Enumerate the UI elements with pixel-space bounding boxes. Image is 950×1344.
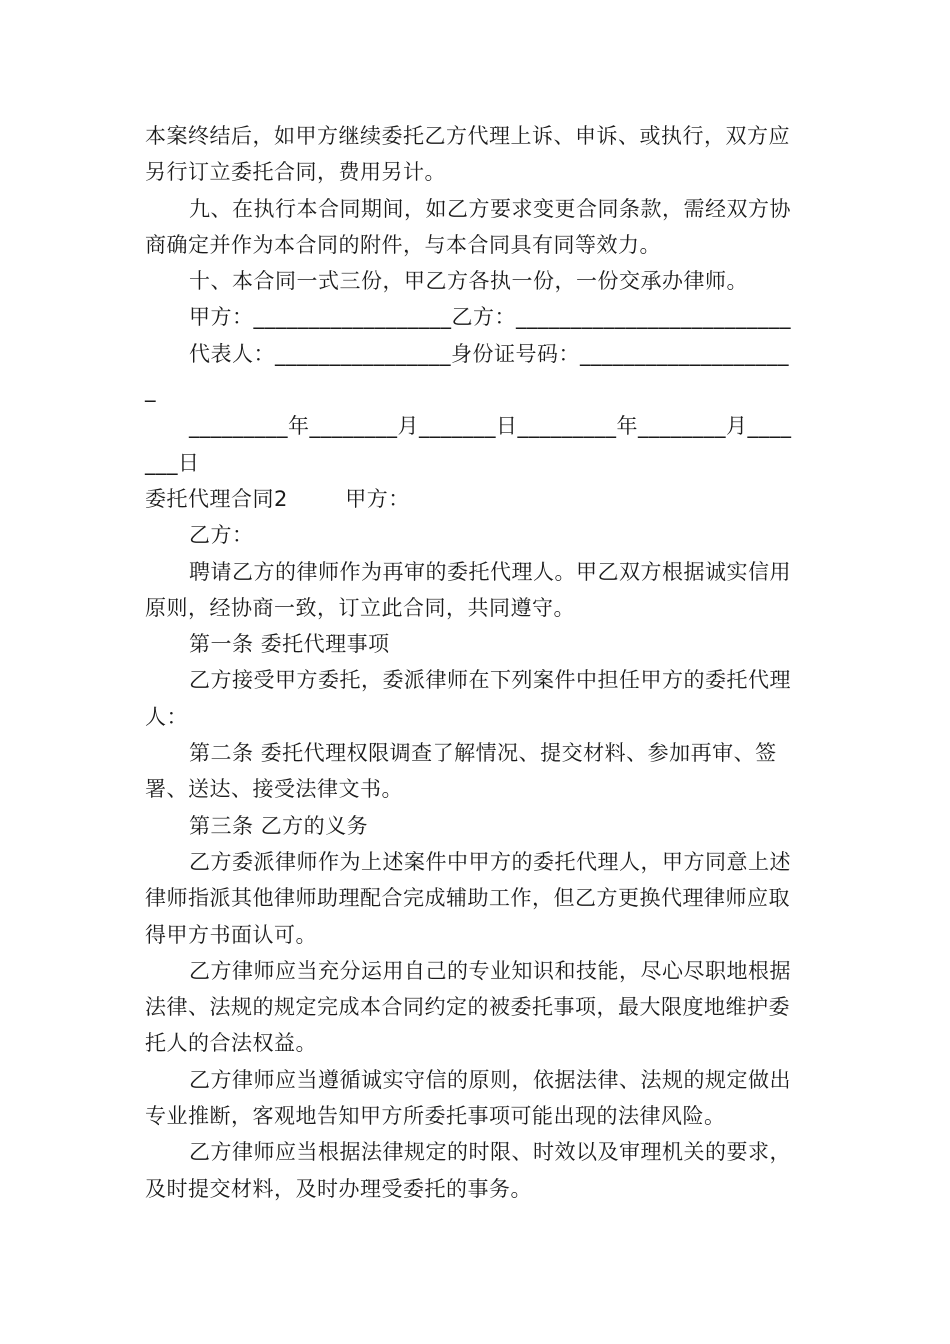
signature-date-overflow — [145, 445, 807, 481]
contract2-article-three-title: 第三条 乙方的义务 — [189, 813, 369, 838]
signature-representative-overflow — [145, 372, 807, 408]
contract2-obligation-assign: 乙方委派律师作为上述案件中甲方的委托代理人，甲方同意上述律师指派其他律师助理配合完成辅助工作，但乙方更换代理律师应取得甲方书面认可。 — [145, 849, 791, 947]
document-body — [145, 118, 807, 1207]
contract2-paragraph-engagement: 聘请乙方的律师作为再审的委托代理人。甲乙双方根据诚实信用原则，经协商一致，订立此合同，共同遵守。 — [145, 559, 791, 620]
contract2-article-two: 第二条 委托代理权限调查了解情况、提交材料、参加再审、签署、送达、接受法律文书。 — [145, 741, 777, 802]
contract2-article-one-body: 乙方接受甲方委托，委派律师在下列案件中担任甲方的委托代理人： — [145, 668, 791, 729]
contract2-obligation-honesty: 乙方律师应当遵循诚实守信的原则，依据法律、法规的规定做出专业推断，客观地告知甲方所委托事项可能出现的法律风险。 — [145, 1067, 791, 1129]
contract2-article-one-title: 第一条 委托代理事项 — [189, 632, 390, 657]
paragraph-case-conclusion: 本案终结后，如甲方继续委托乙方代理上诉、申诉、或执行，双方应另行订立委托合同，费用另计。 — [145, 124, 790, 185]
signature-party-line — [145, 299, 807, 335]
contract2-heading-text: 委托代理合同2 甲方： — [145, 486, 410, 511]
signature-date-overflow-text: ___日 — [145, 450, 200, 475]
contract2-party-b: 乙方： — [189, 523, 254, 548]
paragraph-clause-nine: 九、在执行本合同期间，如乙方要求变更合同条款，需经双方协商确定并作为本合同的附件，与本合同具有同等效力。 — [145, 196, 791, 257]
paragraph-clause-ten: 十、本合同一式三份，甲乙方各执一份，一份交承办律师。 — [189, 269, 748, 294]
contract2-heading — [145, 481, 807, 517]
signature-representative-line — [145, 336, 807, 372]
signature-representative-overflow-text: _ — [145, 378, 156, 403]
signature-representative-text: 代表人：________________身份证号码：___________________ — [189, 341, 789, 366]
signature-date-line — [145, 408, 807, 444]
contract2-obligation-diligence: 乙方律师应当充分运用自己的专业知识和技能，尽心尽职地根据法律、法规的规定完成本合同约定的被委托事项，最大限度地维护委托人的合法权益。 — [145, 958, 791, 1056]
contract2-obligation-timeliness: 乙方律师应当根据法律规定的时限、时效以及审理机关的要求，及时提交材料，及时办理受委托的事务。 — [145, 1140, 791, 1201]
signature-date-text: _________年________月_______日_________年________月____ — [189, 414, 792, 439]
signature-party-text: 甲方：__________________乙方：_________________________ — [189, 305, 791, 330]
